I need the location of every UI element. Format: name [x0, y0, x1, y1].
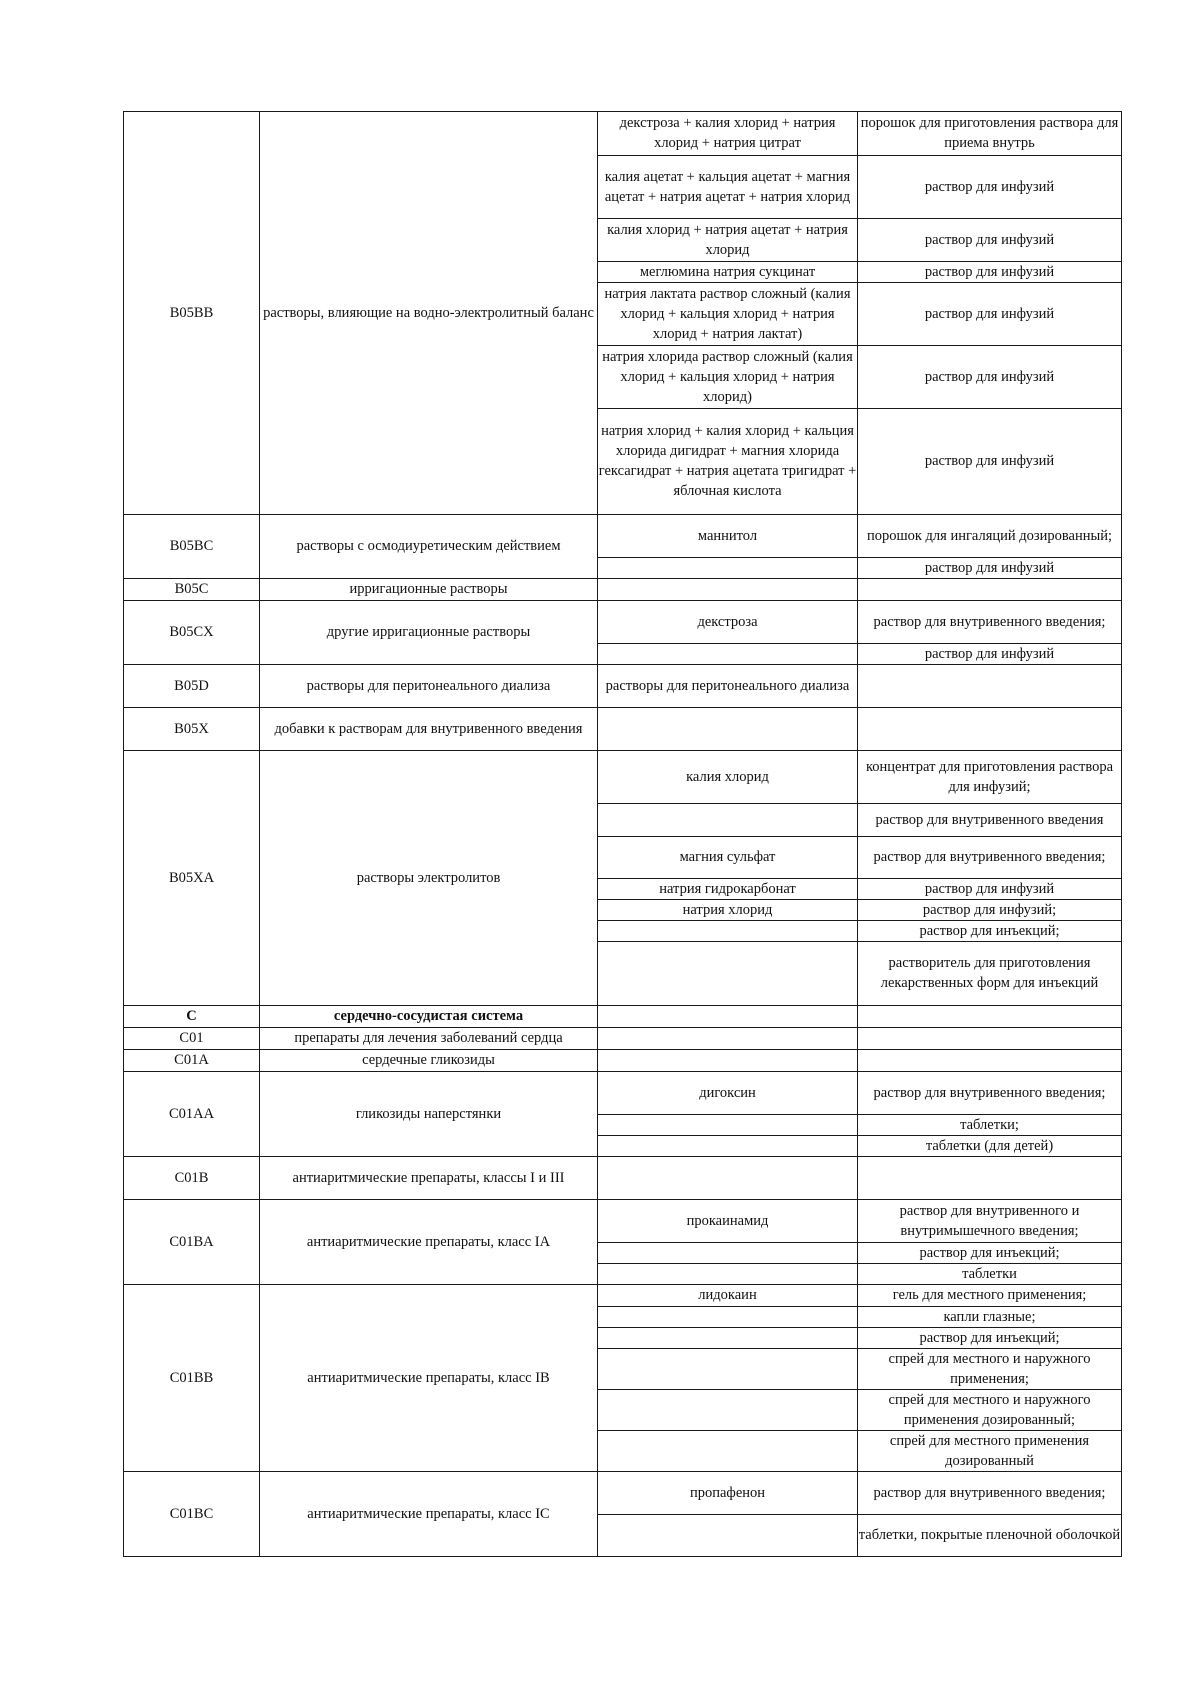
drug-name-cell: [598, 1348, 858, 1389]
drug-name-cell: натрия хлорид: [598, 899, 858, 920]
dosage-form-cell: раствор для внутривенного введения;: [873, 1084, 1106, 1101]
drug-forms-subtable: [598, 1200, 1121, 1284]
drug-forms-cell: [598, 1028, 1122, 1050]
drug-name-cell: лидокаин: [598, 1285, 858, 1306]
dosage-form-cell: [858, 1006, 1122, 1027]
dosage-form-cell: таблетки (для детей): [858, 1135, 1122, 1156]
drug-form-row: [598, 1285, 1121, 1306]
drug-form-row: [598, 1389, 1121, 1430]
drug-name-cell: [598, 941, 858, 1005]
group-name-cell: антиаритмические препараты, класс IA: [260, 1200, 598, 1285]
drug-name-cell: маннитол: [598, 515, 858, 557]
dosage-form-cell: раствор для инъекций;: [858, 920, 1122, 941]
drug-form-row: [598, 1157, 1121, 1199]
group-name-cell: добавки к растворам для внутривенного введения: [260, 708, 598, 751]
drug-form-row: [598, 708, 1121, 750]
drug-name-cell: [598, 1028, 858, 1049]
drug-name-cell: [598, 1157, 858, 1199]
drug-form-row: [598, 1263, 1121, 1284]
group-name-cell: растворы с осмодиуретическим действием: [260, 515, 598, 579]
drug-name-cell: [598, 1327, 858, 1348]
drug-form-row: [598, 1348, 1121, 1389]
drug-form-row: [598, 803, 1121, 836]
drug-form-row: [598, 1006, 1121, 1027]
group-name-cell: ирригационные растворы: [260, 579, 598, 601]
dosage-form-cell: раствор для инфузий: [858, 345, 1122, 408]
drug-form-row: [598, 345, 1121, 408]
drug-forms-cell: [598, 1072, 1122, 1157]
table-row: [124, 1200, 1122, 1285]
dosage-form-cell: раствор для инъекций;: [858, 1327, 1122, 1348]
drug-forms-subtable: [598, 601, 1121, 664]
dosage-form-cell: раствор для внутривенного введения;: [873, 1484, 1106, 1501]
table-row: [124, 601, 1122, 665]
drug-form-row: [598, 899, 1121, 920]
drug-form-row: [598, 261, 1121, 282]
drug-form-row: [598, 1135, 1121, 1156]
drug-form-row: [598, 1242, 1121, 1263]
drug-name-cell: [598, 1263, 858, 1284]
atc-code-cell: C: [124, 1006, 260, 1028]
dosage-form-cell: [858, 1028, 1122, 1049]
drug-name-cell: [598, 1514, 858, 1556]
drug-name-cell: калия ацетат + кальция ацетат + магния ацетат + натрия ацетат + натрия хлорид: [598, 155, 858, 218]
table-row: [124, 708, 1122, 751]
dosage-form-cell: раствор для инфузий: [858, 155, 1122, 218]
drug-forms-subtable: [598, 1006, 1121, 1027]
group-name-cell: сердечно-сосудистая система: [260, 1006, 598, 1028]
table-body: [124, 112, 1122, 1557]
drug-name-cell: [598, 1430, 858, 1471]
dosage-form-cell: раствор для инфузий: [858, 408, 1122, 514]
dosage-form-cell: [858, 579, 1122, 600]
drug-form-row: [598, 1306, 1121, 1327]
drug-forms-subtable: [598, 515, 1121, 578]
drug-forms-cell: [598, 708, 1122, 751]
drug-name-cell: [598, 1242, 858, 1263]
dosage-form-cell: [858, 708, 1122, 750]
drug-name-cell: [598, 1306, 858, 1327]
drug-name-cell: калия хлорид + натрия ацетат + натрия хлорид: [598, 218, 858, 261]
atc-code-cell: B05C: [124, 579, 260, 601]
drug-forms-subtable: [598, 1472, 1121, 1556]
drug-name-cell: [598, 803, 858, 836]
drug-form-row: [598, 1430, 1121, 1471]
drug-form-row: [598, 836, 1121, 878]
table-row: [124, 1006, 1122, 1028]
drug-name-cell: растворы для перитонеального диализа: [598, 665, 858, 707]
drug-name-cell: магния сульфат: [598, 836, 858, 878]
drug-forms-cell: [598, 751, 1122, 1006]
group-name-cell: растворы для перитонеального диализа: [260, 665, 598, 708]
drug-forms-cell: [598, 1472, 1122, 1557]
table-row: [124, 1157, 1122, 1200]
drug-name-cell: натрия хлорида раствор сложный (калия хлорид + кальция хлорид + натрия хлорид): [598, 345, 858, 408]
dosage-form-cell: раствор для инъекций;: [858, 1242, 1122, 1263]
atc-code-cell: C01AA: [124, 1072, 260, 1157]
drug-forms-subtable: [598, 112, 1121, 514]
group-name-cell: растворы, влияющие на водно-электролитный баланс: [260, 112, 598, 515]
dosage-form-cell: таблетки;: [858, 1114, 1122, 1135]
drug-form-row: [598, 1472, 1121, 1514]
drug-form-row: [598, 408, 1121, 514]
table-row: [124, 751, 1122, 1006]
dosage-form-cell: гель для местного применения;: [892, 1287, 1087, 1304]
dosage-form-cell: [858, 1157, 1122, 1199]
group-name-cell: антиаритмические препараты, класс IB: [260, 1285, 598, 1472]
drug-form-row: [598, 515, 1121, 557]
drug-forms-cell: [598, 665, 1122, 708]
dosage-form-cell: таблетки, покрытые пленочной оболочкой: [858, 1514, 1122, 1556]
dosage-form-cell: раствор для инфузий: [858, 878, 1122, 899]
drug-name-cell: декстроза: [598, 601, 858, 643]
drug-forms-subtable: [598, 1028, 1121, 1049]
atc-code-cell: B05BC: [124, 515, 260, 579]
drug-forms-subtable: [598, 1072, 1121, 1156]
dosage-form-cell: раствор для внутривенного введения;: [858, 836, 1122, 878]
drug-forms-subtable: [598, 665, 1121, 707]
drug-name-cell: [598, 1389, 858, 1430]
drug-form-row: [598, 1327, 1121, 1348]
drug-forms-subtable: [598, 708, 1121, 750]
table-row: [124, 112, 1122, 515]
dosage-form-cell: раствор для инфузий;: [858, 899, 1122, 920]
dosage-form-cell: раствор для инфузий: [858, 282, 1122, 345]
drug-form-row: [598, 751, 1121, 803]
group-name-cell: сердечные гликозиды: [260, 1050, 598, 1072]
group-name-cell: антиаритмические препараты, класс IC: [260, 1472, 598, 1557]
drug-name-cell: [598, 643, 858, 664]
drug-form-row: [598, 920, 1121, 941]
table-row: [124, 1050, 1122, 1072]
drug-forms-cell: [598, 1200, 1122, 1285]
drug-form-row: [598, 878, 1121, 899]
drug-form-row: [598, 1514, 1121, 1556]
table-row: [124, 1472, 1122, 1557]
dosage-form-cell: спрей для местного и наружного применения дозированный;: [858, 1389, 1122, 1430]
drug-form-row: [598, 1028, 1121, 1049]
drug-form-row: [598, 557, 1121, 578]
drug-name-cell: [598, 1006, 858, 1027]
drug-name-cell: калия хлорид: [598, 751, 858, 803]
atc-drug-table: [123, 111, 1122, 1557]
group-name-cell: другие ирригационные растворы: [260, 601, 598, 665]
drug-name-cell: [598, 920, 858, 941]
dosage-form-cell: порошок для приготовления раствора для приема внутрь: [860, 115, 1119, 152]
atc-code-cell: C01BB: [124, 1285, 260, 1472]
atc-code-cell: C01BA: [124, 1200, 260, 1285]
dosage-form-cell: раствор для внутривенного введения: [858, 803, 1122, 836]
atc-code-cell: B05D: [124, 665, 260, 708]
atc-code-cell: C01A: [124, 1050, 260, 1072]
drug-forms-cell: [598, 1157, 1122, 1200]
atc-code-cell: C01: [124, 1028, 260, 1050]
drug-form-row: [598, 665, 1121, 707]
drug-name-cell: [598, 1114, 858, 1135]
drug-forms-cell: [598, 601, 1122, 665]
dosage-form-cell: [858, 665, 1122, 707]
table-row: [124, 665, 1122, 708]
drug-forms-subtable: [598, 751, 1121, 1005]
drug-forms-cell: [598, 1285, 1122, 1472]
atc-code-cell: B05X: [124, 708, 260, 751]
drug-forms-cell: [598, 515, 1122, 579]
drug-form-row: [598, 579, 1121, 600]
dosage-form-cell: раствор для внутривенного и внутримышечного введения;: [899, 1202, 1080, 1239]
dosage-form-cell: раствор для инфузий: [858, 261, 1122, 282]
dosage-form-cell: раствор для внутривенного введения;: [873, 613, 1106, 630]
drug-name-cell: натрия хлорид + калия хлорид + кальция хлорида дигидрат + магния хлорида гексагидрат + натрия ацетата тригидрат + яблочная кислота: [598, 408, 858, 514]
atc-code-cell: C01B: [124, 1157, 260, 1200]
table-row: [124, 1028, 1122, 1050]
drug-name-cell: меглюмина натрия сукцинат: [598, 261, 858, 282]
drug-forms-cell: [598, 1006, 1122, 1028]
drug-name-cell: прокаинамид: [598, 1200, 858, 1242]
drug-form-row: [598, 218, 1121, 261]
dosage-form-cell: растворитель для приготовления лекарственных форм для инъекций: [858, 941, 1122, 1005]
drug-form-row: [598, 1114, 1121, 1135]
drug-form-row: [598, 282, 1121, 345]
dosage-form-cell: порошок для ингаляций дозированный;: [866, 527, 1113, 544]
atc-code-cell: B05CX: [124, 601, 260, 665]
drug-name-cell: [598, 557, 858, 578]
drug-form-row: [598, 941, 1121, 1005]
group-name-cell: препараты для лечения заболеваний сердца: [260, 1028, 598, 1050]
drug-forms-subtable: [598, 1157, 1121, 1199]
drug-name-cell: натрия лактата раствор сложный (калия хлорид + кальция хлорид + натрия хлорид + натрия лактат): [598, 282, 858, 345]
atc-code-cell: B05BB: [124, 112, 260, 515]
drug-forms-cell: [598, 112, 1122, 515]
group-name-cell: растворы электролитов: [260, 751, 598, 1006]
group-name-cell: гликозиды наперстянки: [260, 1072, 598, 1157]
atc-code-cell: C01BC: [124, 1472, 260, 1557]
drug-name-cell: [598, 708, 858, 750]
table-row: [124, 579, 1122, 601]
drug-name-cell: натрия гидрокарбонат: [598, 878, 858, 899]
table-row: [124, 515, 1122, 579]
drug-name-cell: дигоксин: [598, 1072, 858, 1114]
drug-name-cell: [598, 1050, 858, 1071]
dosage-form-cell: спрей для местного применения дозированный: [858, 1430, 1122, 1471]
drug-name-cell: пропафенон: [598, 1472, 858, 1514]
dosage-form-cell: [858, 1050, 1122, 1071]
table-row: [124, 1285, 1122, 1472]
dosage-form-cell: раствор для инфузий: [858, 557, 1122, 578]
drug-forms-subtable: [598, 1050, 1121, 1071]
drug-form-row: [598, 155, 1121, 218]
drug-forms-subtable: [598, 1285, 1121, 1471]
drug-form-row: [598, 1072, 1121, 1114]
drug-name-cell: [598, 1135, 858, 1156]
atc-code-cell: B05XA: [124, 751, 260, 1006]
drug-form-row: [598, 1050, 1121, 1071]
drug-form-row: [598, 601, 1121, 643]
dosage-form-cell: спрей для местного и наружного применения;: [858, 1348, 1122, 1389]
dosage-form-cell: таблетки: [858, 1263, 1122, 1284]
drug-forms-cell: [598, 1050, 1122, 1072]
drug-form-row: [598, 643, 1121, 664]
group-name-cell: антиаритмические препараты, классы I и III: [260, 1157, 598, 1200]
drug-form-row: [598, 1200, 1121, 1242]
table-row: [124, 1072, 1122, 1157]
drug-forms-cell: [598, 579, 1122, 601]
drug-name-cell: декстроза + калия хлорид + натрия хлорид + натрия цитрат: [598, 112, 858, 155]
drug-name-cell: [598, 579, 858, 600]
dosage-form-cell: раствор для инфузий: [858, 218, 1122, 261]
dosage-form-cell: концентрат для приготовления раствора для инфузий;: [865, 758, 1114, 795]
drug-form-row: [598, 112, 1121, 155]
drug-forms-subtable: [598, 579, 1121, 600]
dosage-form-cell: раствор для инфузий: [858, 643, 1122, 664]
dosage-form-cell: капли глазные;: [858, 1306, 1122, 1327]
